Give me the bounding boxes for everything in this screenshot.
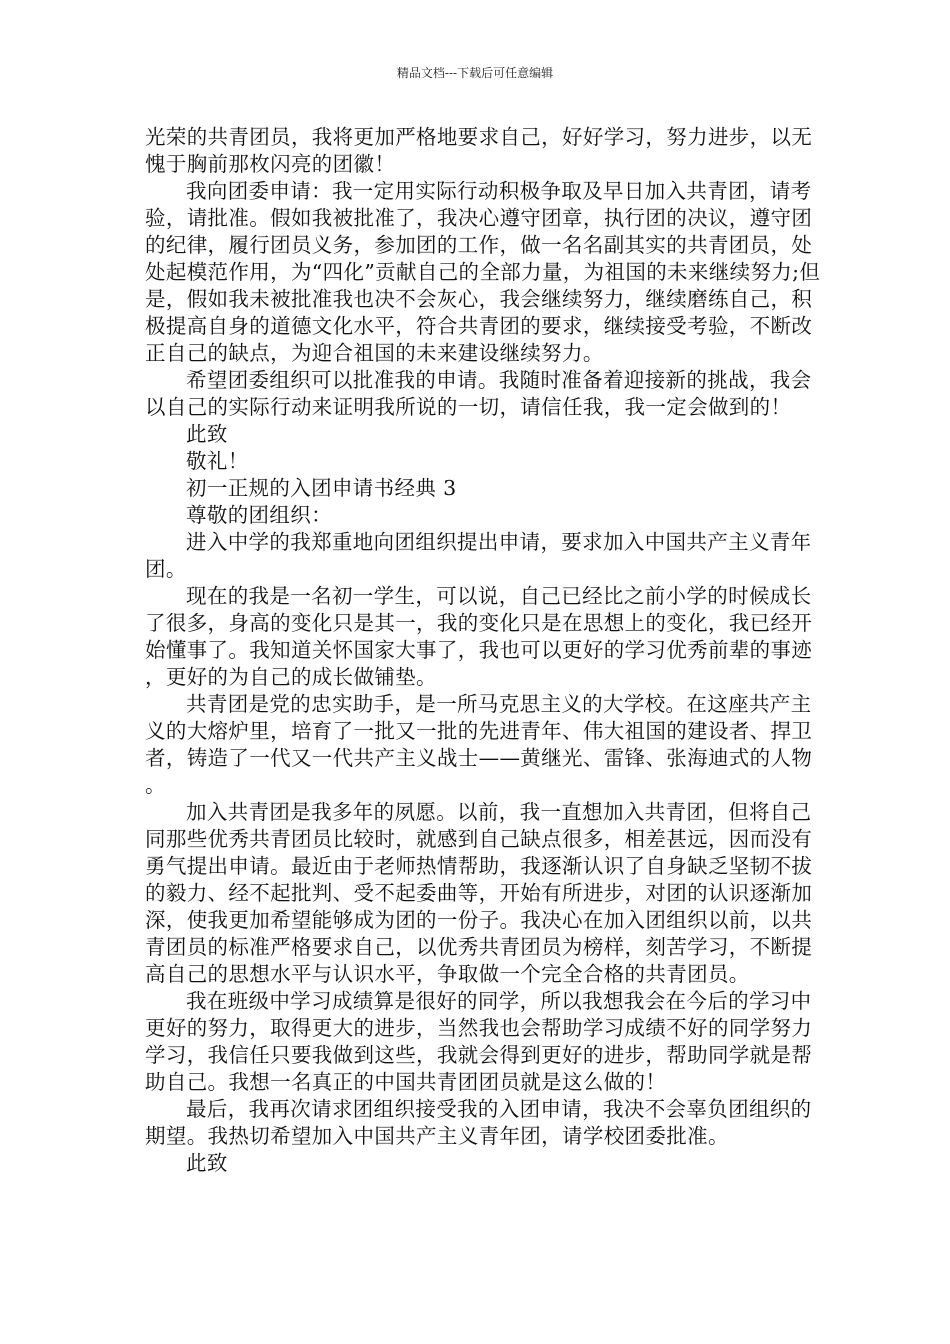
paragraph: 我向团委申请：我一定用实际行动积极争取及早日加入共青团，请考验，请批准。假如我被批准了，我决心遵守团章，执行团的决议，遵守团的纪律，履行团员义务，参加团的工作，做一名名副其实的共青团员，处处起模范作用，为“四化”贡献自己的全部力量，为祖国的未来继续努力;但是，假如我未被批准我也决不会灰心，我会继续努力，继续磨练自己，积极提高自身的道德文化水平，符合共青团的要求，继续接受考验，不断改正自己的缺点，为迎合祖国的未来建设继续努力。 [145, 179, 821, 365]
paragraph: 共青团是党的忠实助手，是一所马克思主义的大学校。在这座共产主义的大熔炉里，培育了一批又一批的先进青年、伟大祖国的建设者、捍卫者，铸造了一代又一代共产主义战士——黄继光、雷锋、张海迪式的人物。 [145, 692, 813, 797]
page-header: 精品文档---下载后可任意编辑 [396, 66, 554, 80]
paragraph: 现在的我是一名初一学生，可以说，自己已经比之前小学的时候成长了很多，身高的变化只是其一，我的变化只是在思想上的变化，我已经开始懂事了。我知道关怀国家大事了，我也可以更好的学习优秀前辈的事迹，更好的为自己的成长做铺垫。 [145, 584, 813, 689]
closing-salutation: 此致 [186, 1151, 228, 1175]
paragraph: 加入共青团是我多年的夙愿。以前，我一直想加入共青团，但将自己同那些优秀共青团员比较时，就感到自己缺点很多，相差甚远，因而没有勇气提出申请。最近由于老师热情帮助，我逐渐认识了自身缺乏坚韧不拔的毅力、经不起批判、受不起委曲等，开始有所进步，对团的认识逐渐加深，使我更加希望能够成为团的一份子。我决心在加入团组织以前，以共青团员的标准严格要求自己，以优秀共青团员为榜样，刻苦学习，不断提高自己的思想水平与认识水平，争取做一个完全合格的共青团员。 [145, 800, 813, 986]
paragraph: 希望团委组织可以批准我的申请。我随时准备着迎接新的挑战，我会以自己的实际行动来证明我所说的一切，请信任我，我一定会做到的！ [145, 368, 812, 419]
greeting: 尊敬的团组织： [186, 503, 332, 527]
paragraph: 进入中学的我郑重地向团组织提出申请，要求加入中国共产主义青年团。 [145, 530, 812, 581]
paragraph: 最后，我再次请求团组织接受我的入团申请，我决不会辜负团组织的期望。我热切希望加入中国共产主义青年团，请学校团委批准。 [145, 1097, 812, 1148]
document-body [145, 124, 821, 1177]
section-title: 初一正规的入团申请书经典 3 [186, 476, 457, 500]
closing-salutation: 此致 [186, 422, 228, 446]
paragraph: 我在班级中学习成绩算是很好的同学，所以我想我会在今后的学习中更好的努力，取得更大的进步，当然我也会帮助学习成绩不好的同学努力学习，我信任只要我做到这些，我就会得到更好的进步，帮助同学就是帮助自己。我想一名真正的中国共青团团员就是这么做的！ [145, 989, 813, 1094]
closing-regards: 敬礼！ [186, 449, 249, 473]
paragraph: 光荣的共青团员，我将更加严格地要求自己，好好学习，努力进步，以无愧于胸前那枚闪亮的团徽！ [145, 125, 813, 176]
